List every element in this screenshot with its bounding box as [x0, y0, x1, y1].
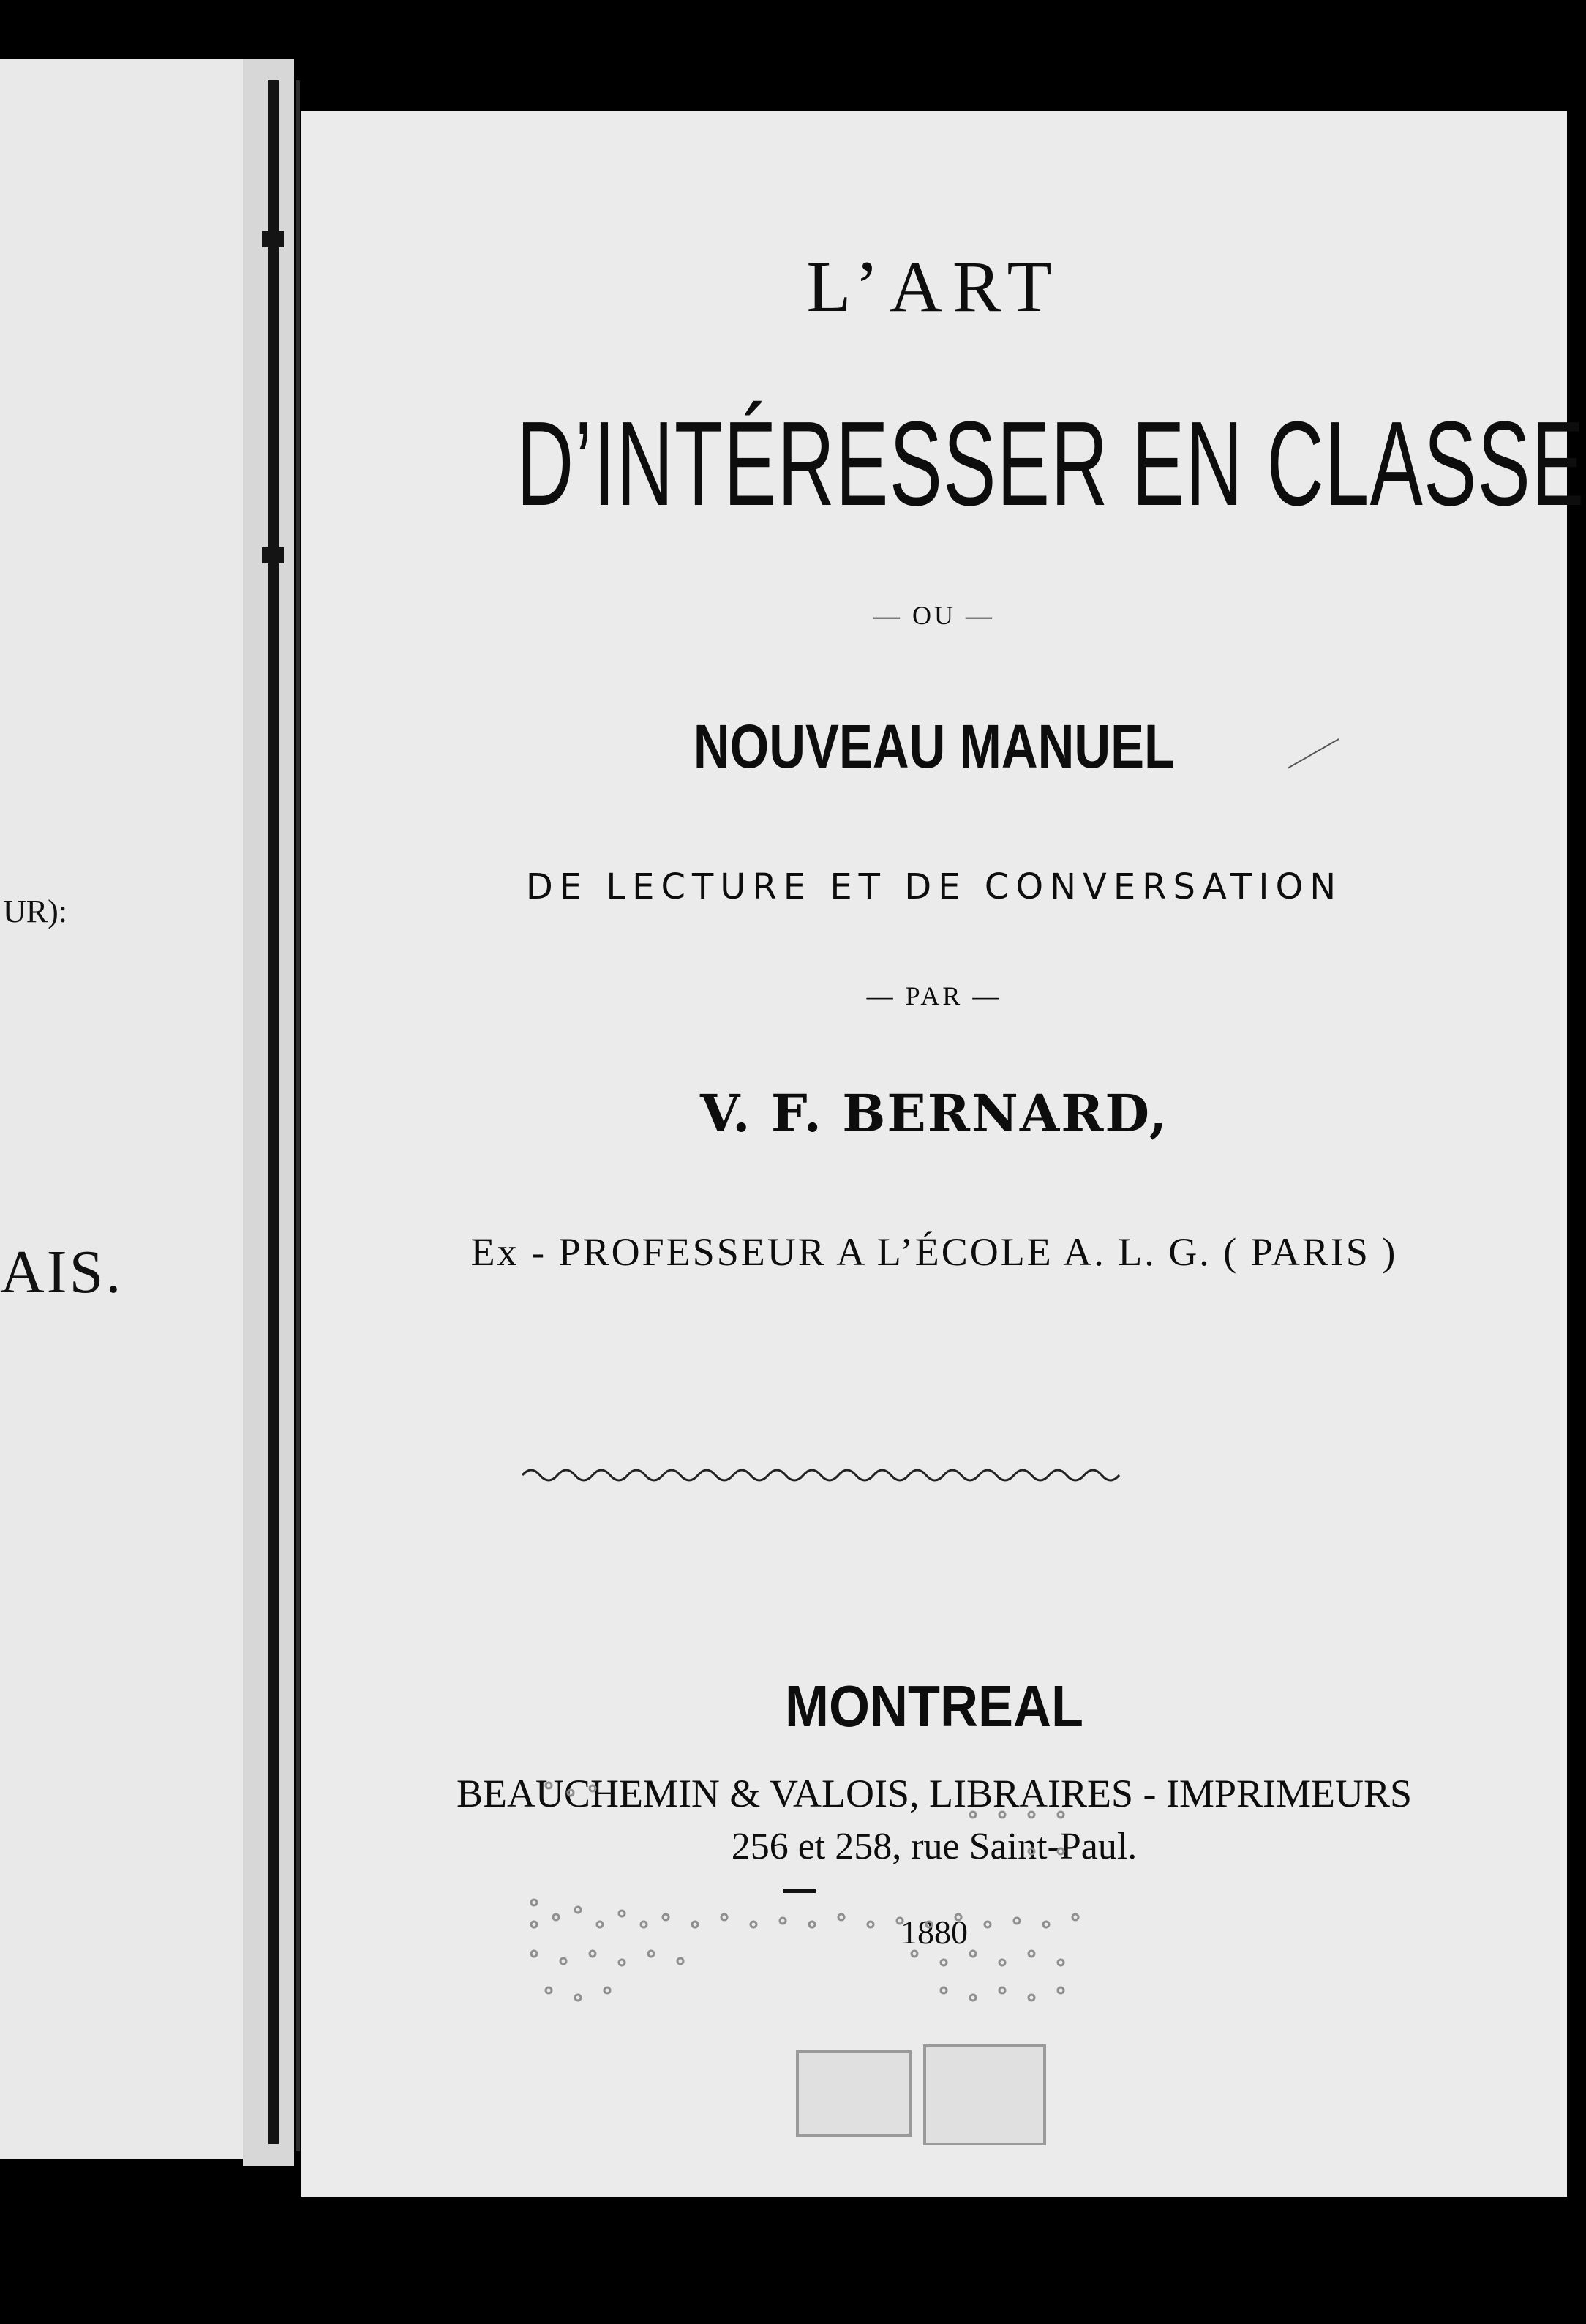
- perforated-stamp: [505, 1771, 1149, 2034]
- publisher: BEAUCHEMIN & VALOIS, LIBRAIRES - IMPRIMEURS: [456, 1772, 1413, 1815]
- paper-mark: [1288, 732, 1346, 776]
- spine-line: [268, 80, 279, 2144]
- wavy-divider: [522, 1461, 1130, 1490]
- spine-notch: [262, 547, 284, 563]
- publication-city: MONTREAL: [785, 1673, 1083, 1739]
- publisher-address: 256 et 258, rue Saint-Paul.: [731, 1826, 1138, 1867]
- left-page-fragment: UR):: [3, 893, 67, 929]
- title-line-1: L’ART: [806, 246, 1062, 327]
- separator-par: — PAR —: [866, 981, 1002, 1011]
- main-title: D’INTÉRESSER EN CLASSE: [516, 397, 1585, 531]
- subtitle: NOUVEAU MANUEL: [693, 712, 1176, 781]
- library-stamp: [796, 2050, 912, 2137]
- left-page: [0, 59, 243, 2159]
- separator-ou: — OU —: [873, 601, 995, 630]
- library-stamp: [923, 2044, 1046, 2145]
- left-page-fragment: AIS.: [0, 1238, 124, 1306]
- spine-notch: [262, 231, 284, 247]
- author-credentials: Ex - PROFESSEUR A L’ÉCOLE A. L. G. ( PARIS ): [470, 1230, 1398, 1274]
- publication-year: 1880: [901, 1913, 968, 1951]
- spine-line: [296, 80, 300, 2151]
- author-name: V. F. BERNARD,: [700, 1083, 1168, 1144]
- subtitle-2: DE LECTURE ET DE CONVERSATION: [525, 866, 1343, 907]
